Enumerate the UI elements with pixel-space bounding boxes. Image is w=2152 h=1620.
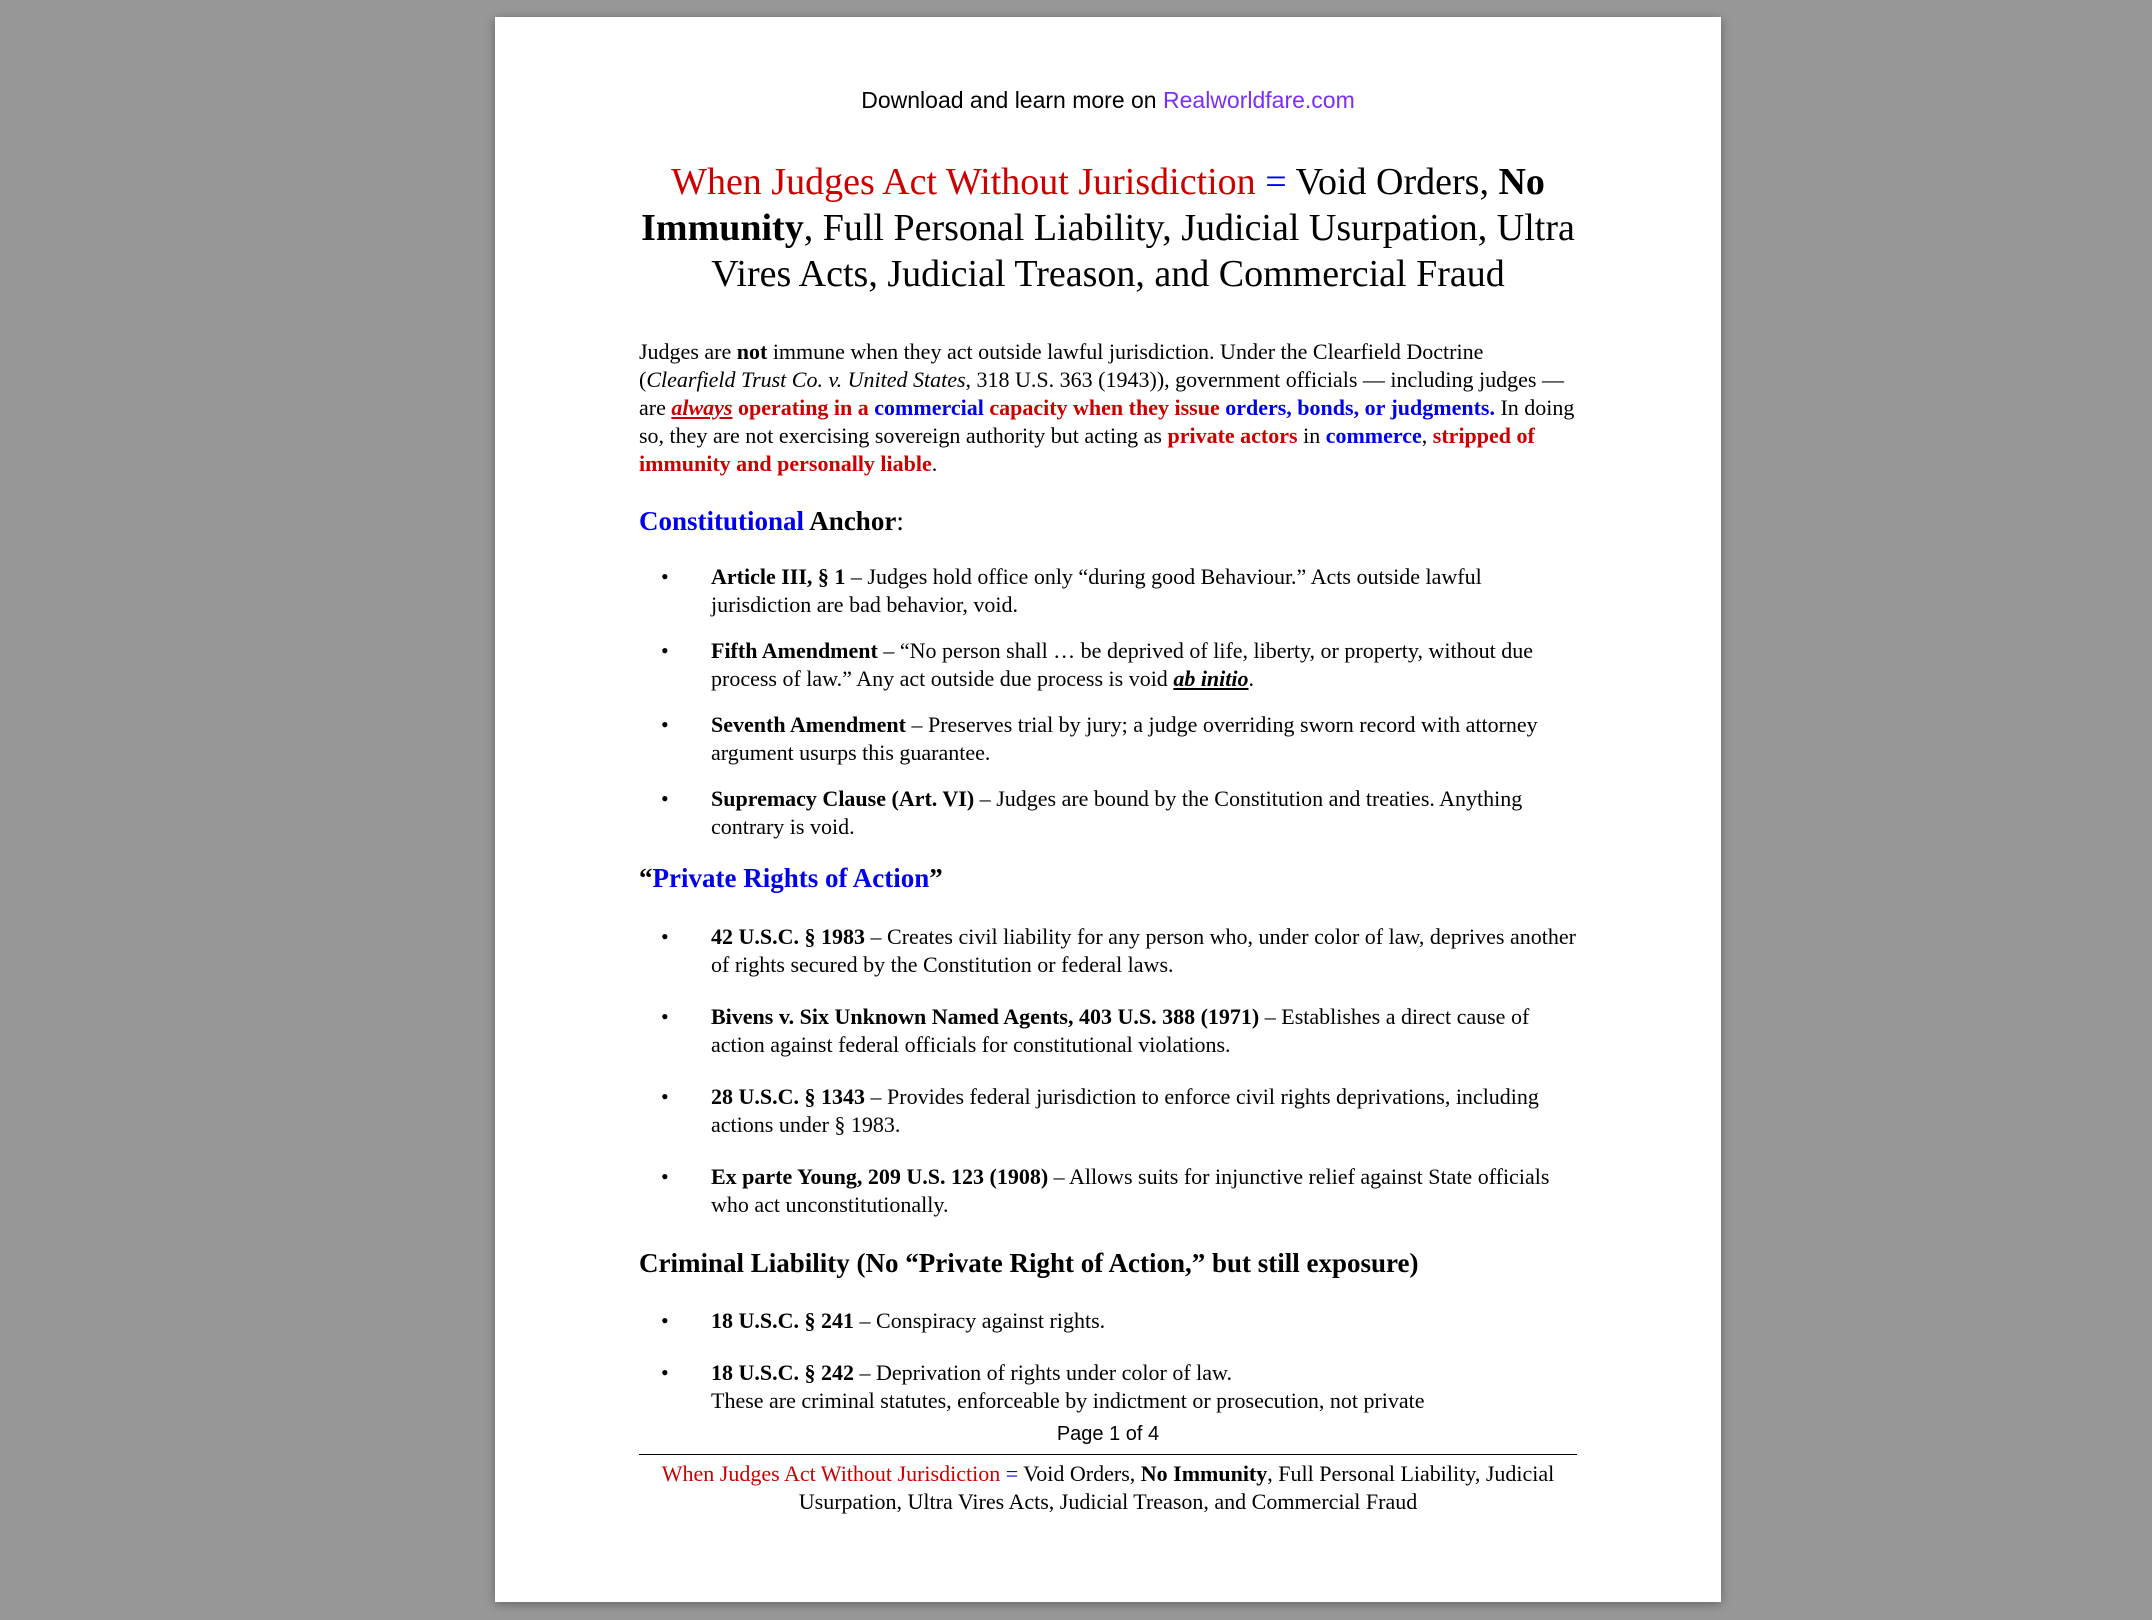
title-red-part: When Judges Act Without Jurisdiction <box>671 161 1256 203</box>
item-title: Supremacy Clause (Art. VI) <box>711 786 975 811</box>
intro-capacity: capacity when they issue <box>983 395 1226 420</box>
heading-criminal-liability: Criminal Liability (No “Private Right of Action,” but still exposure) <box>639 1248 1419 1278</box>
footer-equals: = <box>1000 1461 1024 1486</box>
item-text: – Creates civil liability for any person who, under color of law, deprives another of rights secured by the Constitution or federal laws. <box>711 924 1576 977</box>
item-text: – Preserves trial by jury; a judge overriding sworn record with attorney argument usurps this guarantee. <box>711 712 1538 765</box>
item-end: . <box>1248 666 1254 691</box>
intro-orders: orders, bonds, or judgments. <box>1225 395 1495 420</box>
list-item <box>639 563 1577 619</box>
heading-constitutional-anchor <box>639 504 904 538</box>
list-item <box>639 1083 1577 1139</box>
item-title: 18 U.S.C. § 241 <box>711 1308 855 1333</box>
intro-text: , 318 U.S. 363 (1943)), government officials — including judges — are <box>639 367 1564 420</box>
item-title: Fifth Amendment <box>711 638 878 663</box>
item-title: 28 U.S.C. § 1343 <box>711 1084 866 1109</box>
bullet-icon: • <box>661 638 669 663</box>
bullet-icon: • <box>661 1360 669 1385</box>
item-title: 42 U.S.C. § 1983 <box>711 924 866 949</box>
list-item <box>639 1163 1577 1219</box>
footer-part-1: Void Orders, <box>1023 1461 1141 1486</box>
footer-part-2: , Full Personal Liability, Judicial Usurpation, Ultra Vires Acts, Judicial Treason, and Commercial Fraud <box>798 1461 1555 1514</box>
intro-stripped: stripped of immunity and personally liable <box>639 423 1535 476</box>
item-text: – Establishes a direct cause of action against federal officials for constitutional violations. <box>711 1004 1530 1057</box>
banner-text: Download and learn more on <box>861 87 1163 113</box>
footer-red-part: When Judges Act Without Jurisdiction <box>661 1461 1001 1486</box>
heading-quote: “ <box>639 863 653 893</box>
intro-always: always <box>671 395 733 420</box>
heading-private-rights <box>639 861 943 895</box>
page-number: Page 1 of 4 <box>1056 1423 1160 1445</box>
list-item <box>639 711 1577 767</box>
bullet-icon: • <box>661 564 669 589</box>
footer-divider <box>639 1454 1577 1455</box>
intro-paragraph <box>639 338 1577 478</box>
intro-commercial: commercial <box>874 395 984 420</box>
intro-text: in <box>1297 423 1326 448</box>
heading-colon: : <box>896 506 904 536</box>
heading-quote: ” <box>929 863 943 893</box>
bullet-icon: • <box>661 1084 669 1109</box>
title-part-1: Void Orders, <box>1295 161 1499 203</box>
list-item <box>639 1003 1577 1059</box>
list-item <box>639 1307 1577 1335</box>
item-title: Ex parte Young, 209 U.S. 123 (1908) <box>711 1164 1049 1189</box>
website-link[interactable]: Realworldfare.com <box>1163 87 1355 113</box>
footer-title <box>639 1460 1577 1516</box>
item-title: 18 U.S.C. § 242 <box>711 1360 855 1385</box>
bullet-icon: • <box>661 924 669 949</box>
item-text: – Judges are bound by the Constitution and treaties. Anything contrary is void. <box>711 786 1523 839</box>
item-emphasis: ab initio <box>1173 666 1249 691</box>
heading-blue-part: Private Rights of Action <box>652 863 930 893</box>
intro-text: immune when they act outside lawful jurisdiction. Under the Clearfield Doctrine ( <box>639 339 1484 392</box>
item-title: Bivens v. Six Unknown Named Agents, 403 U.S. 388 (1971) <box>711 1004 1260 1029</box>
item-title: Seventh Amendment <box>711 712 906 737</box>
heading-blue-part: Constitutional <box>639 506 805 536</box>
list-item <box>639 637 1577 693</box>
bullet-icon: • <box>661 1164 669 1189</box>
bullet-icon: • <box>661 786 669 811</box>
title-equals: = <box>1255 161 1296 203</box>
item-title: Article III, § 1 <box>711 564 846 589</box>
document-page <box>495 17 1721 1602</box>
bullet-icon: • <box>661 712 669 737</box>
intro-text: . <box>931 451 938 476</box>
intro-text: In doing so, they are not exercising sovereign authority but acting as <box>639 395 1575 448</box>
heading-rest: Anchor <box>804 506 897 536</box>
item-text: – Allows suits for injunctive relief against State officials who act unconstitutionally. <box>711 1164 1550 1217</box>
private-rights-list <box>639 923 1577 1219</box>
title-part-2: , Full Personal Liability, Judicial Usurpation, Ultra Vires Acts, Judicial Treason, and Commercial Fraud <box>711 207 1575 295</box>
bullet-icon: • <box>661 1308 669 1333</box>
footer-bold: No Immunity <box>1140 1461 1268 1486</box>
intro-not: not <box>736 339 768 364</box>
intro-case-name: Clearfield Trust Co. v. United States <box>646 367 966 392</box>
item-text: – Provides federal jurisdiction to enforce civil rights deprivations, including actions under § 1983. <box>711 1084 1539 1137</box>
intro-commerce: commerce <box>1325 423 1422 448</box>
item-text: – Deprivation of rights under color of law. <box>854 1360 1232 1385</box>
intro-text: Judges are <box>639 339 737 364</box>
list-item <box>639 1359 1577 1415</box>
item-text: – Conspiracy against rights. <box>854 1308 1106 1333</box>
list-item <box>639 785 1577 841</box>
intro-operating: operating in a <box>732 395 875 420</box>
intro-text: , <box>1421 423 1433 448</box>
bullet-icon: • <box>661 1004 669 1029</box>
intro-private-actors: private actors <box>1167 423 1298 448</box>
document-title <box>639 159 1577 297</box>
criminal-list <box>639 1307 1577 1415</box>
constitutional-list <box>639 563 1577 841</box>
title-bold: No Immunity <box>641 161 1545 249</box>
item-text: – Judges hold office only “during good Behaviour.” Acts outside lawful jurisdiction are bad behavior, void. <box>711 564 1482 617</box>
item-text: – “No person shall … be deprived of life, liberty, or property, without due process of law.” Any act outside due process is void <box>711 638 1533 691</box>
item-continuation: These are criminal statutes, enforceable by indictment or prosecution, not private <box>711 1388 1425 1413</box>
download-banner <box>639 87 1577 114</box>
list-item <box>639 923 1577 979</box>
